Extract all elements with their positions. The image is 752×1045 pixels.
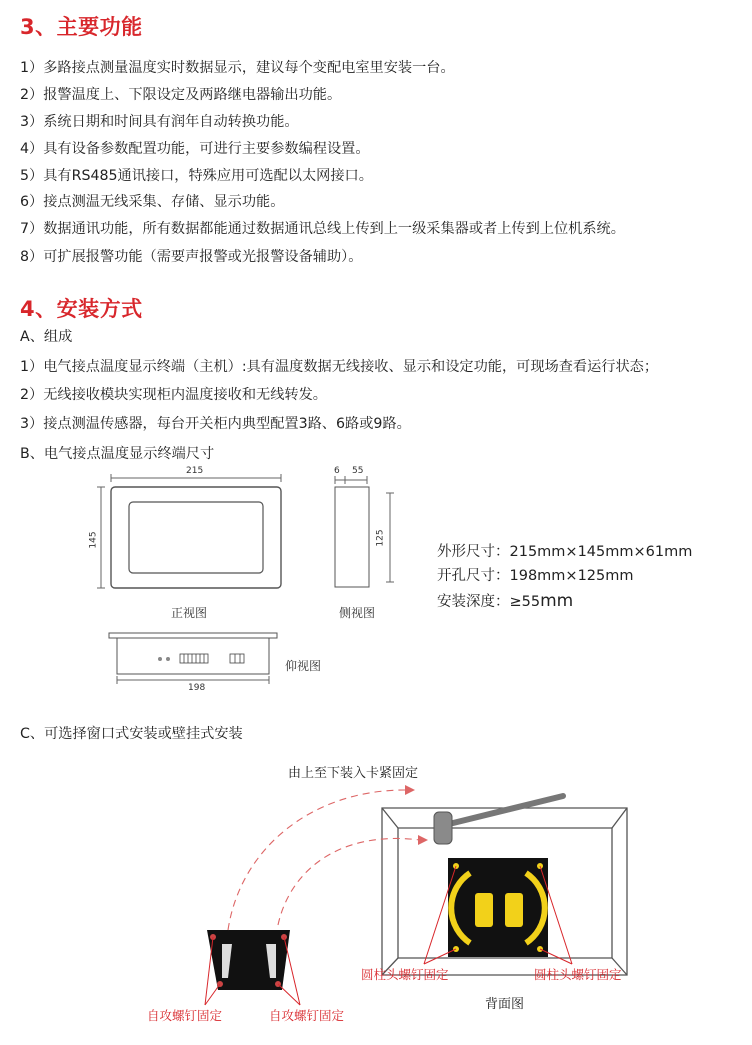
side-view-caption: 侧视图 [339, 606, 376, 620]
section-4-heading: 4、安装方式 [20, 297, 143, 321]
back-view-caption: 背面图 [485, 997, 525, 1012]
subheading-c: C、可选择窗口式安装或壁挂式安装 [20, 726, 243, 742]
screw-label-left-2: 自攻螺钉固定 [269, 1008, 345, 1023]
front-height-label: 145 [88, 531, 99, 549]
wall-bracket [207, 930, 290, 990]
spec-cutout-size: 开孔尺寸：198mm×125mm [437, 568, 634, 584]
spec-install-depth-unit: mm [540, 591, 574, 611]
feature-item-7: 7）数据通讯功能，所有数据都能通过数据通讯总线上传到上一级采集器或者上传到上位机系统。 [20, 221, 625, 237]
back-view-unit [448, 858, 548, 957]
feature-item-2: 2）报警温度上、下限设定及两路继电器输出功能。 [20, 87, 342, 103]
bottom-width-label: 198 [188, 683, 206, 693]
screw-label-right-2: 圆柱头螺钉固定 [534, 967, 622, 982]
screw-label-right-1: 圆柱头螺钉固定 [361, 967, 449, 982]
spec-outer-size: 外形尺寸：215mm×145mm×61mm [437, 544, 693, 560]
component-item-2: 2）无线接收模块实现柜内温度接收和无线转发。 [20, 387, 327, 403]
mounting-arrows [228, 790, 420, 930]
section-3-heading: 3、主要功能 [20, 15, 143, 39]
subheading-a: A、组成 [20, 329, 73, 345]
front-view-caption: 正视图 [171, 606, 208, 620]
antenna [434, 796, 563, 844]
feature-item-5: 5）具有RS485通讯接口，特殊应用可选配以太网接口。 [20, 168, 373, 184]
component-item-1: 1）电气接点温度显示终端（主机）:具有温度数据无线接收、显示和设定功能，可现场查看运行状态； [20, 359, 659, 375]
side-height-label: 125 [375, 529, 386, 547]
feature-item-4: 4）具有设备参数配置功能，可进行主要参数编程设置。 [20, 141, 370, 157]
feature-item-1: 1）多路接点测量温度实时数据显示，建议每个变配电室里安装一台。 [20, 60, 455, 76]
bottom-view-caption: 仰视图 [285, 659, 322, 673]
spec-install-depth-label: 安装深度：≥55 [437, 594, 541, 610]
feature-item-8: 8）可扩展报警功能（需要声报警或光报警设备辅助）。 [20, 249, 363, 265]
feature-item-6: 6）接点测温无线采集、存储、显示功能。 [20, 194, 285, 210]
component-item-3: 3）接点测温传感器，每台开关柜内典型配置3路、6路或9路。 [20, 416, 411, 432]
subheading-b: B、电气接点温度显示终端尺寸 [20, 446, 215, 462]
side-depth-label: 6 [334, 466, 340, 476]
feature-item-3: 3）系统日期和时间具有润年自动转换功能。 [20, 114, 299, 130]
front-width-label: 215 [186, 466, 204, 476]
side-depth2-label: 55 [352, 466, 364, 476]
install-top-label: 由上至下装入卡紧固定 [288, 766, 419, 781]
screw-label-left-1: 自攻螺钉固定 [147, 1008, 223, 1023]
